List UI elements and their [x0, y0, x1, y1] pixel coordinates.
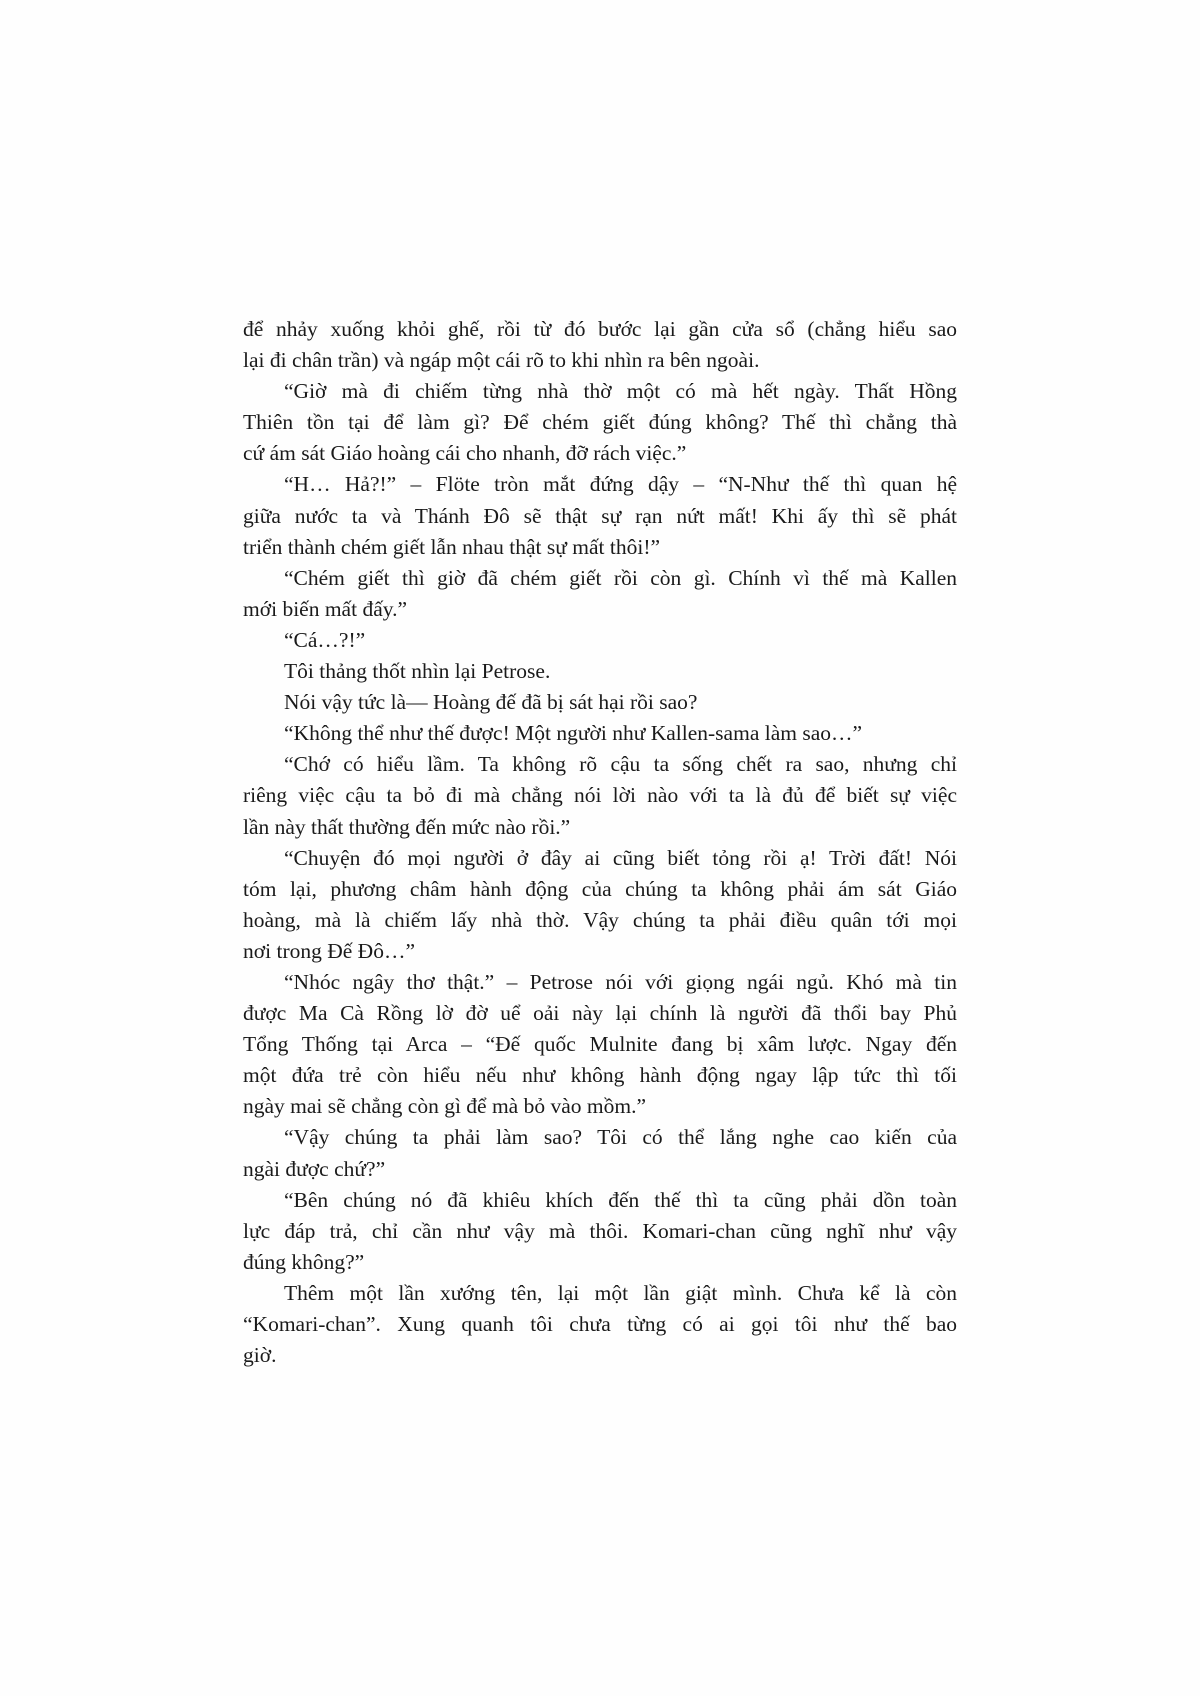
text-line: ngày mai sẽ chẳng còn gì để mà bỏ vào mồm.” — [243, 1094, 647, 1119]
paragraph — [243, 1278, 957, 1371]
text-line: “Komari-chan”. Xung quanh tôi chưa từng có ai gọi tôi như thế bao — [243, 1312, 957, 1336]
text-line: đúng không?” — [243, 1249, 365, 1274]
paragraph — [243, 967, 957, 1122]
text-line: được Ma Cà Rồng lờ đờ uể oải này lại chính là người đã thổi bay Phủ — [243, 1001, 957, 1026]
text-line: hoàng, mà là chiếm lấy nhà thờ. Vậy chúng ta phải điều quân tới mọi — [243, 907, 957, 932]
paragraph — [243, 718, 957, 749]
text-line: một đứa trẻ còn hiểu nếu như không hành động ngay lập tức thì tối — [243, 1063, 957, 1088]
paragraph — [243, 749, 957, 842]
text-line: lần này thất thường đến mức nào rồi.” — [243, 814, 571, 839]
paragraph — [243, 469, 957, 562]
text-line: Thêm một lần xướng tên, lại một lần giật mình. Chưa kể là còn — [284, 1280, 957, 1305]
paragraph — [243, 314, 957, 376]
text-line: Nói vậy tức là— Hoàng đế đã bị sát hại rồi sao? — [284, 690, 698, 715]
text-line: tóm lại, phương châm hành động của chúng ta không phải ám sát Giáo — [243, 876, 957, 901]
text-line: giữa nước ta và Thánh Đô sẽ thật sự rạn nứt mất! Khi ấy thì sẽ phát — [243, 503, 957, 528]
text-line: lại đi chân trần) và ngáp một cái rõ to khi nhìn ra bên ngoài. — [243, 348, 760, 373]
text-line: lực đáp trả, chỉ cần như vậy mà thôi. Komari-chan cũng nghĩ như vậy — [243, 1218, 957, 1243]
paragraph — [243, 376, 957, 469]
text-line: “H… Hả?!” – Flöte tròn mắt đứng dậy – “N-Như thế thì quan hệ — [284, 472, 957, 497]
text-line: triển thành chém giết lẫn nhau thật sự mất thôi!” — [243, 534, 661, 559]
text-line: “Cá…?!” — [284, 627, 366, 652]
text-line: “Giờ mà đi chiếm từng nhà thờ một có mà hết ngày. Thất Hồng — [284, 379, 957, 404]
text-line: “Chém giết thì giờ đã chém giết rồi còn gì. Chính vì thế mà Kallen — [284, 565, 957, 590]
paragraph — [243, 1122, 957, 1184]
text-line: Tổng Thống tại Arca – “Đế quốc Mulnite đang bị xâm lược. Ngay đến — [243, 1032, 957, 1057]
paragraph — [243, 563, 957, 625]
text-line: ngài được chứ?” — [243, 1156, 386, 1181]
paragraph — [243, 656, 957, 687]
text-line: “Không thể như thế được! Một người như Kallen-sama làm sao…” — [284, 721, 863, 746]
text-line: Tôi thảng thốt nhìn lại Petrose. — [284, 659, 551, 684]
text-line: “Vậy chúng ta phải làm sao? Tôi có thể lắng nghe cao kiến của — [284, 1125, 957, 1150]
text-line: giờ. — [243, 1343, 277, 1368]
body-text — [243, 314, 957, 1371]
text-line: riêng việc cậu ta bỏ đi mà chẳng nói lời nào với ta là đủ để biết sự việc — [243, 783, 957, 808]
paragraph — [243, 625, 957, 656]
text-line: “Chuyện đó mọi người ở đây ai cũng biết tỏng rồi ạ! Trời đất! Nói — [284, 845, 957, 870]
text-line: mới biến mất đấy.” — [243, 596, 408, 621]
text-line: nơi trong Đế Đô…” — [243, 938, 415, 963]
paragraph — [243, 1185, 957, 1278]
text-line: “Bên chúng nó đã khiêu khích đến thế thì ta cũng phải dồn toàn — [284, 1187, 957, 1212]
text-line: Thiên tồn tại để làm gì? Để chém giết đúng không? Thế thì chẳng thà — [243, 410, 957, 435]
text-line: “Chớ có hiểu lầm. Ta không rõ cậu ta sống chết ra sao, nhưng chỉ — [284, 752, 957, 777]
text-line: cứ ám sát Giáo hoàng cái cho nhanh, đỡ rách việc.” — [243, 441, 687, 466]
paragraph — [243, 843, 957, 967]
paragraph — [243, 687, 957, 718]
text-line: để nhảy xuống khỏi ghế, rồi từ đó bước lại gần cửa sổ (chẳng hiểu sao — [243, 317, 957, 341]
text-line: “Nhóc ngây thơ thật.” – Petrose nói với giọng ngái ngủ. Khó mà tin — [284, 969, 957, 994]
